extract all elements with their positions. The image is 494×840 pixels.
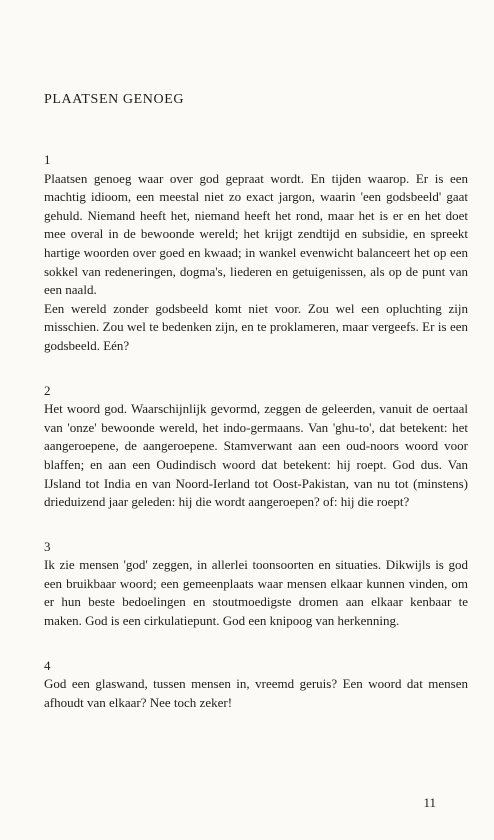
paragraph: Ik zie mensen 'god' zeggen, in allerlei toonsoorten en situaties. Dikwijls is god een bruikbaar woord; een gemeenplaats waar mensen elkaar kunnen vinden, om er hun beste bedoelingen en stoutmoedigste dromen aan elkaar kenbaar te maken. God is een cirkulatiepunt. God een knipoog van herkenning.: [44, 557, 468, 629]
section-3: [44, 538, 468, 631]
section-4: [44, 657, 468, 713]
section-number: 2: [44, 382, 51, 398]
section-number: 1: [44, 152, 51, 167]
paragraph: Het woord god. Waarschijnlijk gevormd, zeggen de geleerden, vanuit de oertaal van 'onze' bewoonde wereld, het indo-germaans. Van 'ghu-to', dat betekent: het aangeroepene, de aangeroepene. Stamverwant aan een oud-noors woord voor blaffen; en aan een Oudindisch woord dat betekent: hij roept. God dus. Van IJsland tot India en van Noord-Ierland tot Oost-Pakistan, van nu tot (minstens) drieduizend jaar geleden: hij die wordt aangeroepen? of: hij die roept?: [44, 401, 468, 510]
section-1: [44, 151, 468, 356]
chapter-body: [44, 151, 468, 738]
page-number: 11: [423, 795, 436, 810]
paragraph: God een glaswand, tussen mensen in, vreemd geruis? Een woord dat mensen afhoudt van elkaar? Nee toch zeker!: [44, 676, 468, 710]
paragraph: Een wereld zonder godsbeeld komt niet voor. Zou wel een opluchting zijn misschien. Zou wel te bedenken zijn, en te proklameren, maar vergeefs. Er is een godsbeeld. Eén?: [44, 300, 468, 353]
paragraph: Plaatsen genoeg waar over god gepraat wordt. En tijden waarop. Er is een machtig idioom, een meestal niet zo exact jargon, waarin 'een godsbeeld' gaat gehuld. Niemand heeft het, niemand heeft het rond, maar het is er en het doet mee overal in de bewoonde wereld; het krijgt zendtijd en subsidie, en spreekt hartige woorden over goed en kwaad; in wankel evenwicht balanceert het op een sokkel van redeneringen, dogma's, liederen en getuigenissen, als op de punt van een naald.: [44, 170, 468, 298]
chapter-heading: PLAATSEN GENOEG: [44, 92, 185, 107]
section-number: 4: [44, 657, 51, 673]
section-number: 3: [44, 538, 51, 554]
section-2: [44, 382, 468, 512]
